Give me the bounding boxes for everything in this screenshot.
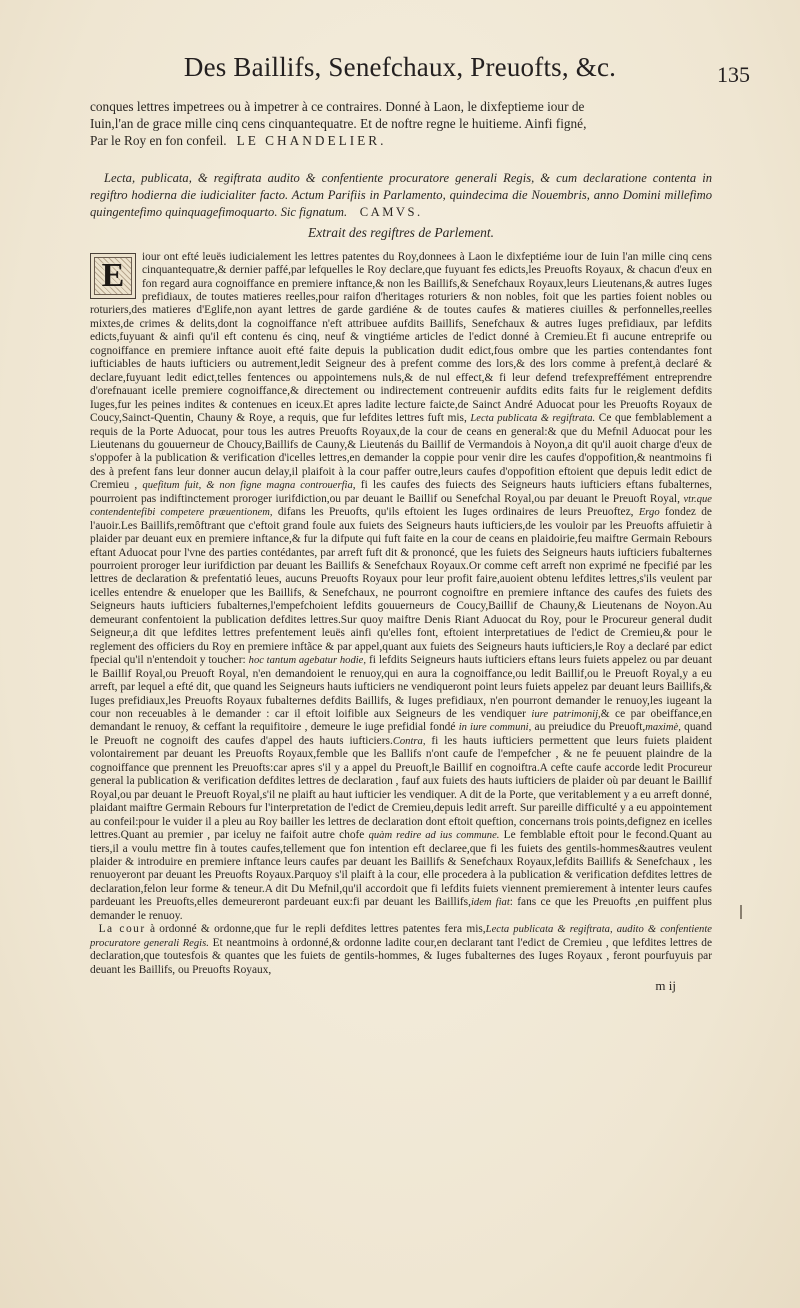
p1-italic-5: hoc tantum agebatur hodie, <box>248 655 367 667</box>
p1-text: iour ont efté leuës iudicialement les lettres patentes du Roy,donnees à Laon le dixfeptiéme iour de Iuin l'an mille cinq cens cinquantequatre,& dernier paffé,par lefquelles le Roy declare,que fuyuant fes edicts,les Preuofts Royaux, & chacun d'eux en fon regard aura cognoiffance en premiere inftance,& non les Baillifs,& Senefchaux Royaux,leurs Lieutenans,& autres Iuges prefidiaux, de toutes matieres reelles,pour raifon d'heritages roturiers & non nobles, foit que les parties foient nobles ou roturiers,des matieres d'Eglife,non ayant lettres de garde gardiéne & de toutes caufes & matieres ciuilles & perfonnelles,reelles mixtes,de crimes & delits,dont la cognoiffance n'eft attribuee aufdits Baillifs, Senefchaux & autres Iuges prefidiaux, par lefdits edicts,fuyuant & ainfi qu'il eft contenu és cinq, neuf & vingtiéme articles de l'edict donné à Cremieu.Et fi aucune entreprife ou cognoiffance en premiere inftance auoit efté faite depuis la publication dudit edict,fous ombre que les parties contendantes font iufticiables de hauts iufticiers ou autrement,ledit Seigneur des à prefent comme des lors,& des lors comme à prefent,à declaré & declare,fuyuant ledit edict,telles fentences ou appointemens nuls,& de nul effect,& fi leur defend trefexpreffément entreprendre d'orefnauant icelle premiere cognoiffance,& directement ou indirectement contreuenir aufdits edits faits fur le reiglement defdits Iuges,fur les peines indites & contenues en iceux.Et apres ladite lecture faicte,de Sainct André Aduocat pour les Preuofts Royaux de Coucy,Sainct-Quentin, Chauny & Roye, a requis, que fur lefdites lettres fuft mis, <box>90 250 712 425</box>
p1-text-10: fi les hauts iufticiers permettent que leurs fuiets plaident volontairement par deuant les Preuofts Royaux,femble que les Ballifs n'ont caufe de l'empefcher , & ne fe peuuent plaindre de la cognoiffance que prennent les Preuofts:car apres s'il y a appel du Preuoft,le Baillif en cognoiftra.A cefte caufe accorde ledit Procureur general la publication & verification defdites lettres de declaration , fauf aux fuiets des hauts iufticiers de plaider où par deuant le Baillif Royal,ou par deuant le Preuoft Royal,s'il ne plaift au haut iufticier les vendiquer. A dit de la Porte, que veritablement y a eu arreft donné, plaidant maiftre Germain Rebours fur l'interpretation de l'edict de Cremieu,depuis ledit arreft. Sur pareille difficulté y a eu appointement au confeil:pour le vuider il a pleu au Roy bailler les lettres de declaration dont eftoit queftion, concernans trois points,defignez en icelles lettres.Quant au premier , par iceluy ne faifoit autre chofe <box>90 734 713 842</box>
paragraph-1 <box>90 251 712 924</box>
p2-smallcaps: La cour <box>98 923 146 936</box>
page-header <box>0 52 800 96</box>
letters-conclusion <box>90 98 712 150</box>
extrait-heading: Extrait des regiftres de Parlement. <box>307 224 495 240</box>
p1-text-12: : fans ce que les Preuofts ,en puiffent plus demander le renuoy. <box>90 896 712 922</box>
p2-text-2: Et neantmoins à ordonné,& ordonne ladite cour,en declarant tant l'edict de Cremieu , que lefdites lettres de declaration,que toutesfois & quantes que les fuiets de gentils-hommes, & Iuges fubalternes des Iuges Royaux , feront pourfuyuis par deuant les Baillifs, ou Preuofts Royaux, <box>90 936 712 976</box>
dropcap-letter: E <box>101 256 125 294</box>
p1-text-7: & ce par obeiffance,en demandant le renuoy, & ceffant la requifitoire , demeure le iuge prefidial fondé <box>90 708 713 734</box>
p1-italic-10: quàm redire ad ius commune. <box>368 830 500 842</box>
p1-italic-11: idem fiat <box>470 897 510 909</box>
parlement-extract-body <box>90 251 712 993</box>
signature-camus: CAMVS. <box>359 204 423 219</box>
latin-note-text: Lecta, publicata, & regiftrata audito & confentiente procuratore generali Regis, & cum declaratione contenta in regiftro hodierna die iudicialiter facto. Actum Parifiis in Parlamento, quindecima die Nouembris, anno Domini millefimo quingentefimo quinquagefimoquarto. Sic fignatum. <box>90 170 712 219</box>
p1-text-11: Le femblable eftoit pour le fecond.Quant au tiers,il a voulu mettre fin à toutes caufes,tellement que fon intention eft declaree,que fi les fuiets des gentils-hommes&autres veulent plaider & introduire en premiere inftance leurs caufes par deuant les Baillifs & Senefchaux Royaux,lefdits Baillifs & Senefchaux , les renuoyeront par deuant les Preuofts Royaux.Parquoy s'il plaift à la cour, elle procedera à la publication & verification defdites lettres de declaration,felon leur forme & teneur.A dit Du Mefnil,qu'il accordoit que fi lefdits fuiets viennent premierement à intenter leurs caufes pardeuant les Preuofts,elles demeureront pardeuant eux:fi par deuant les Baillifs, <box>90 829 712 909</box>
conclusion-line-1: conques lettres impetrees ou à impetrer à ce contraires. Donné à Laon, le dixfeptieme iour de <box>90 99 585 114</box>
p1-italic-1: Lecta publicata & regiftrata. <box>470 413 596 425</box>
p1-italic-6: iure patrimonij, <box>531 709 601 721</box>
conclusion-prefix: Par le Roy en fon confeil. <box>90 133 227 149</box>
p1-text-8: au preiudice du Preuoft, <box>531 721 646 734</box>
margin-mark <box>740 905 742 919</box>
running-title: Des Baillifs, Senefchaux, Preuofts, &c. <box>183 52 617 82</box>
signature-chandelier: LE CHANDELIER. <box>236 133 387 149</box>
p1-text-9: quand le Preuoft ne cognoift des caufes d'appel des hauts iufticiers. <box>90 721 712 747</box>
p1-text-4: difans les Preuofts, qu'ils eftoient les Iuges ordinaires de leurs Preuoftez, <box>272 506 634 519</box>
conclusion-line-3 <box>90 132 712 149</box>
p1-text-3: , fi les caufes des fuiects des Seigneurs hauts iufticiers eftans fubalternes, pourroient pas indiftinctement proroger iurifdiction,ou par deuant le Baillif ou Senefchal Royal,ou par deuant le Preuoft Royal, <box>90 479 712 505</box>
p1-text-2: Ce que femblablement a requis de la Porte Aduocat, pour tous les autres Preuofts Royaux,de la cour de ceans en general:& que du Mefnil Aduocat pour les Lieutenans du gouuerneur de Choucy,Baillifs de Cauny,& Lieutenás du Baillif de Vermandois à Noyon,a dit qu'il auoit charge d'eux de s'oppofer à la publication & verification d'icelles lettres,en demander la coppie pour venir dire les caufes d'oppofition,& neantmoins fi des à prefent fans leur donner aucun delay,il plaifoit à la cour paffer outre,leurs caufes d'oppofition eftoient que depuis ledit edict de Cremieu , <box>90 412 712 492</box>
p1-text-6: fi lefdits Seigneurs hauts iufticiers eftans leurs fuiets appelez ou par deuant le Baillif Royal,ou Preuoft Royal, n'en demandoient le renuoy,qui en aura la cognoiffance,ou ledit Baillif,ou le Preuoft Royal,y a eu arreft, par lequel a efté dit, que quand les Seigneurs hauts iufticiers ne vendiqueront point leurs fuiets appelez par deuant leurs Baillifs,& Iuges prefidiaux,les Preuofts Royaux fubalternes defdits Baillifs, & Iuges prefidiaux, n'en pourront demander le renuoy,les iugeant la cour non receuables à le demander : car il eftoit loifible aux Seigneurs de les vendiquer <box>90 654 712 721</box>
p1-italic-4: Ergo <box>638 507 660 519</box>
conclusion-line-2: Iuin,l'an de grace mille cinq cens cinquantequatre. Et de noftre regne le huitieme. Ainfi figné, <box>90 116 587 132</box>
page-content <box>90 98 712 993</box>
latin-registration-note <box>90 170 712 221</box>
p1-italic-3: vtr.que contendentefibi competere præuentionem, <box>90 493 712 519</box>
p1-italic-8: maximè, <box>645 722 681 734</box>
p1-italic-7: in iure communi, <box>458 722 532 734</box>
catchwords-signature-mark: m ij <box>655 978 676 994</box>
p2-text: à ordonné & ordonne,que fur le repli defdites lettres patentes fera mis, <box>145 923 486 936</box>
page-number: 135 <box>717 62 750 87</box>
p1-italic-2: quefitum fuit, & non figne magna controuerfia <box>142 480 353 492</box>
p1-text-5: fondez de l'auoir.Les Baillifs,remôftrant que c'eftoit grand foule aux fuiets des Seigneurs hauts iufticiers,de les vouloir par les Preuofts affuietir à plaider par deuant eux en premiere inftance,& fur la difpute qui fuft faite en la cour de ceans en plaidoirie,feu maiftre Germain Rebours eftant Aduocat pour l'vne des parties contédantes, par arreft fuft dit & prononcé, que les fuiets des Seigneurs hauts iufticiers fubalternes pourroient proroger leur iurifdiction par deuant les Baillifs & Senefchaux Royaux.Or comme ceft arreft non exprimé ne fpecifié par les lettres de declaration & prefentatió leues, aucuns Preuofts Royaux pour leur profit faire,auoient obtenu lefdites lettres,s'ils veulent par icelles entendre & enueloper que les Baillifs, & Senefchaux, ne pourront cognoiftre en premiere inftance des caufes des fuiets des Seigneurs hauts iufticiers fubalternes,l'empefchoient lefdits gouuerneurs de Coucy,Baillif de Chauny,& Lieutenans de Noyon.Au demeurant confentoient la publication defdites lettres.Sur quoy maiftre Denis Riant Aduocat du Roy, pour le Procureur general dudit Seigneur,a dit que lefdites lettres prefentement leuës ainfi qu'elles font, eftoient interpretatiues de l'edict de Cremieu,& pour le reglement des officiers du Roy en premiere inftãce & par appel,quant aux fuiets des Seigneurs hauts iufticiers,le Roy a declaré par edict fpecial qu'il n'entendoit y toucher: <box>90 506 712 667</box>
paragraph-2 <box>90 923 712 977</box>
ornamental-dropcap <box>90 253 136 299</box>
p1-italic-9: Contra, <box>392 735 426 747</box>
p2-italic: Lecta publicata & regiftrata, audito & confentiente procuratore generali Regis. <box>90 924 712 949</box>
